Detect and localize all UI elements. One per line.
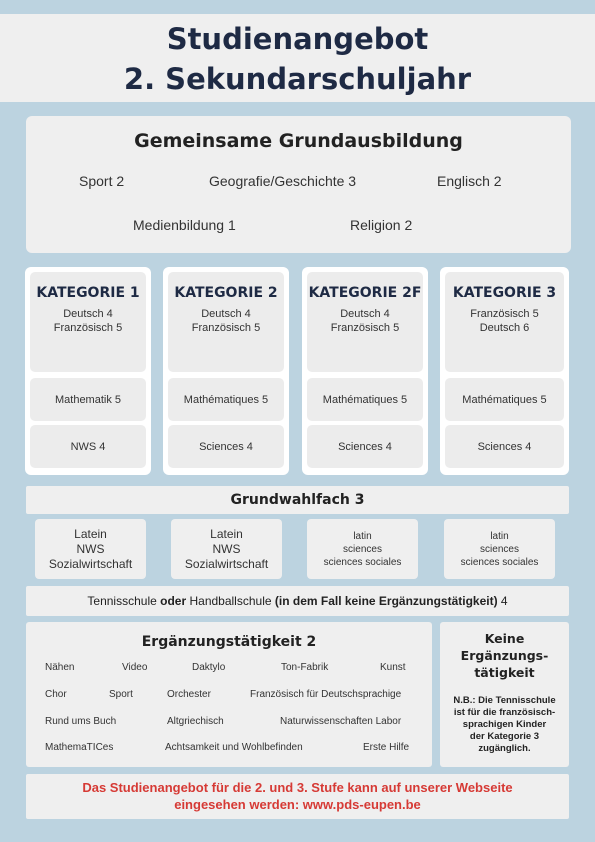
- keine-note-line: sprachigen Kinder: [462, 719, 547, 730]
- kategorie-language: Deutsch 6: [479, 322, 530, 334]
- ergaenzung-item: Französisch für Deutschsprachige: [250, 689, 402, 700]
- grund-subject: Englisch 2: [437, 173, 502, 189]
- grund-subject: Geografie/Geschichte 3: [209, 173, 357, 189]
- grund-subject: Medienbildung 1: [133, 217, 236, 233]
- grund-subject: Sport 2: [79, 173, 125, 189]
- keine-title-line: Keine: [484, 631, 525, 646]
- ergaenzung-item: Daktylo: [192, 662, 226, 673]
- tennis-hours: 4: [497, 594, 508, 608]
- kategorie-card: [440, 267, 569, 475]
- kategorie-title: KATEGORIE 2: [174, 285, 278, 301]
- ergaenzung-item: Erste Hilfe: [363, 742, 410, 753]
- kategorie-subject-box: Mathématiques 5: [307, 378, 423, 421]
- kategorie-subject-box: NWS 4: [30, 425, 146, 468]
- grundwahlfach-option: [307, 519, 418, 579]
- keine-title: [440, 630, 569, 681]
- page-header: [0, 14, 595, 102]
- page-title-line2: 2. Sekundarschuljahr: [123, 62, 472, 96]
- kategorie-title: KATEGORIE 2F: [308, 285, 422, 301]
- kategorie-card: [163, 267, 289, 475]
- footer-notice: [26, 774, 569, 819]
- option-line: sciences: [343, 543, 382, 555]
- grund-subject: Religion 2: [350, 217, 413, 233]
- kategorie-header: [168, 272, 284, 372]
- ergaenzung-item: Kunst: [380, 662, 406, 673]
- tennis-note: (in dem Fall keine Ergänzungstätigkeit): [274, 594, 498, 608]
- option-line: Latein: [74, 526, 107, 541]
- ergaenzung-item: Rund ums Buch: [45, 716, 117, 727]
- grundwahlfach-option: [444, 519, 555, 579]
- tennis-part: Tennisschule: [87, 594, 161, 608]
- grundwahlfach-title: Grundwahlfach 3: [230, 492, 365, 508]
- page-title-line1: Studienangebot: [166, 22, 429, 56]
- kategorie-language: Deutsch 4: [340, 308, 390, 320]
- keine-note-line: ist für die französisch-: [453, 707, 556, 718]
- kategorie-language: Französisch 5: [191, 322, 261, 334]
- kategorie-subject-box: Mathématiques 5: [168, 378, 284, 421]
- keine-note-line: der Kategorie 3: [469, 731, 540, 742]
- keine-note-line: zugänglich.: [478, 743, 531, 754]
- kategorie-title: KATEGORIE 3: [452, 285, 557, 301]
- option-line: NWS: [212, 541, 241, 556]
- kategorie-header: [307, 272, 423, 372]
- grundausbildung-title: Gemeinsame Grundausbildung: [134, 130, 463, 152]
- option-line: Latein: [210, 526, 243, 541]
- option-line: Sozialwirtschaft: [48, 556, 133, 571]
- ergaenzung-item: Sport: [109, 689, 133, 700]
- tennis-part: Handballschule: [186, 594, 275, 608]
- ergaenzung-item: Altgriechisch: [167, 716, 224, 727]
- kategorie-language: Französisch 5: [330, 322, 400, 334]
- grundwahlfach-option: [171, 519, 282, 579]
- kategorie-header: [445, 272, 564, 372]
- grundwahlfach-option: [35, 519, 146, 579]
- option-line: NWS: [76, 541, 105, 556]
- kategorie-language: Französisch 5: [470, 308, 539, 320]
- keine-note: [440, 695, 569, 755]
- option-line: sciences sociales: [460, 556, 539, 568]
- tennis-bar: [26, 586, 569, 616]
- footer-line: Das Studienangebot für die 2. und 3. Stufe kann auf unserer Webseite: [82, 780, 513, 795]
- ergaenzung-item: Naturwissenschaften Labor: [280, 716, 402, 727]
- option-line: latin: [353, 530, 372, 542]
- keine-note-line: N.B.: Die Tennisschule: [453, 695, 556, 706]
- ergaenzung-item: Achtsamkeit und Wohlbefinden: [165, 742, 303, 753]
- kategorie-subject-box: Mathématiques 5: [445, 378, 564, 421]
- option-line: sciences: [480, 543, 519, 555]
- kategorie-card: [302, 267, 428, 475]
- kategorie-header: [30, 272, 146, 372]
- keine-ergaenzung-panel: [440, 622, 569, 767]
- ergaenzung-title: Ergänzungstätigkeit 2: [141, 634, 317, 650]
- option-line: latin: [490, 530, 509, 542]
- ergaenzung-item: MathemaTICes: [45, 742, 114, 753]
- kategorie-card: [25, 267, 151, 475]
- keine-title-line: tätigkeit: [474, 665, 535, 680]
- kategorie-language: Französisch 5: [53, 322, 123, 334]
- tennis-text: [87, 594, 507, 608]
- tennis-or: oder: [160, 594, 187, 608]
- ergaenzung-item: Ton-Fabrik: [281, 662, 329, 673]
- kategorie-title: KATEGORIE 1: [36, 285, 140, 301]
- ergaenzung-panel: [26, 622, 432, 767]
- kategorie-language: Deutsch 4: [201, 308, 251, 320]
- keine-title-line: Ergänzungs-: [460, 648, 549, 663]
- footer-line: eingesehen werden: www.pds-eupen.be: [174, 797, 421, 812]
- kategorie-language: Deutsch 4: [63, 308, 113, 320]
- option-line: Sozialwirtschaft: [184, 556, 269, 571]
- ergaenzung-item: Nähen: [45, 662, 75, 673]
- ergaenzung-item: Orchester: [167, 689, 211, 700]
- kategorie-subject-box: Sciences 4: [168, 425, 284, 468]
- kategorie-subject-box: Sciences 4: [445, 425, 564, 468]
- ergaenzung-item: Chor: [45, 689, 67, 700]
- kategorie-subject-box: Mathematik 5: [30, 378, 146, 421]
- option-line: sciences sociales: [323, 556, 402, 568]
- grundausbildung-panel: [26, 116, 571, 253]
- kategorie-subject-box: Sciences 4: [307, 425, 423, 468]
- ergaenzung-item: Video: [122, 662, 148, 673]
- grundwahlfach-bar: [26, 486, 569, 514]
